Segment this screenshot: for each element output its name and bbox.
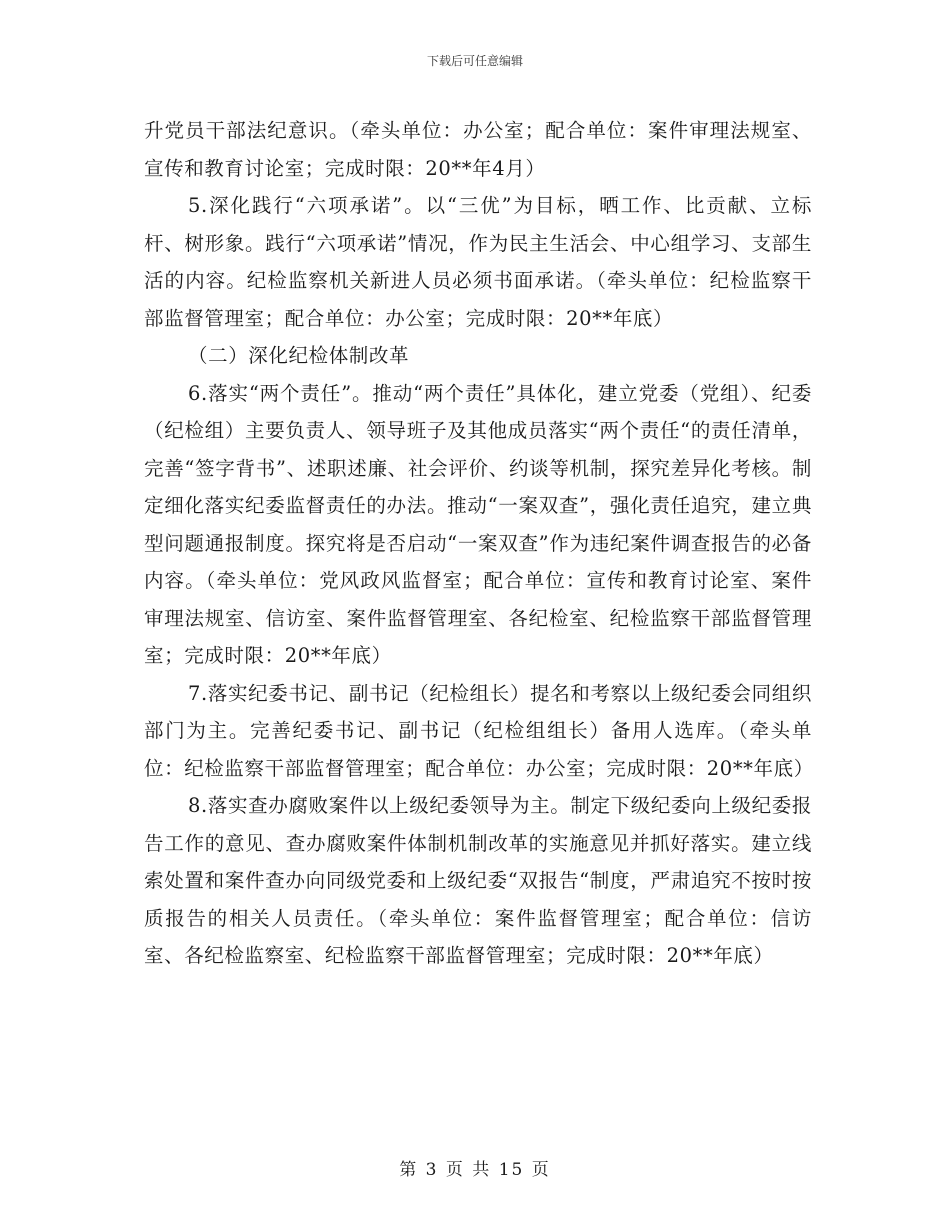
document-body (144, 112, 812, 975)
paragraph-item-8: 8.落实查办腐败案件以上级纪委领导为主。制定下级纪委向上级纪委报告工作的意见、查办腐败案件体制机制改革的实施意见并抓好落实。建立线索处置和案件查办向同级党委和上级纪委“双报告“制度，严肃追究不按时按质报告的相关人员责任。（牵头单位：案件监督管理室；配合单位：信访室、各纪检监察室、纪检监察干部监督管理室；完成时限：20**年底） (144, 794, 812, 967)
page-header: 下载后可任意编辑 (426, 54, 523, 68)
paragraph-continuation: 升党员干部法纪意识。（牵头单位：办公室；配合单位：案件审理法规室、宣传和教育讨论室；完成时限：20**年4月） (144, 119, 812, 180)
section-heading: （二）深化纪检体制改革 (188, 344, 410, 367)
paragraph-item-5: 5.深化践行“六项承诺”。以“三优”为目标，晒工作、比贡献、立标杆、树形象。践行“六项承诺”情况，作为民主生活会、中心组学习、支部生活的内容。纪检监察机关新进人员必须书面承诺。（牵头单位：纪检监察干部监督管理室；配合单位：办公室；完成时限：20**年底） (144, 194, 812, 330)
page-footer: 第 3 页 共 15 页 (399, 1160, 551, 1180)
paragraph-item-7: 7.落实纪委书记、副书记（纪检组长）提名和考察以上级纪委会同组织部门为主。完善纪委书记、副书记（纪检组组长）备用人选库。（牵头单位：纪检监察干部监督管理室；配合单位：办公室；完成时限：20**年底） (144, 681, 814, 780)
paragraph-item-6: 6.落实“两个责任”。推动“两个责任”具体化，建立党委（党组）、纪委（纪检组）主要负责人、领导班子及其他成员落实“两个责任“的责任清单，完善“签字背书”、述职述廉、社会评价、约谈等机制，探究差异化考核。制定细化落实纪委监督责任的办法。推动“一案双查”，强化责任追究，建立典型问题通报制度。探究将是否启动“一案双查”作为违纪案件调查报告的必备内容。（牵头单位：党风政风监督室；配合单位：宣传和教育讨论室、案件审理法规室、信访室、案件监督管理室、各纪检室、纪检监察干部监督管理室；完成时限：20**年底） (144, 381, 812, 667)
